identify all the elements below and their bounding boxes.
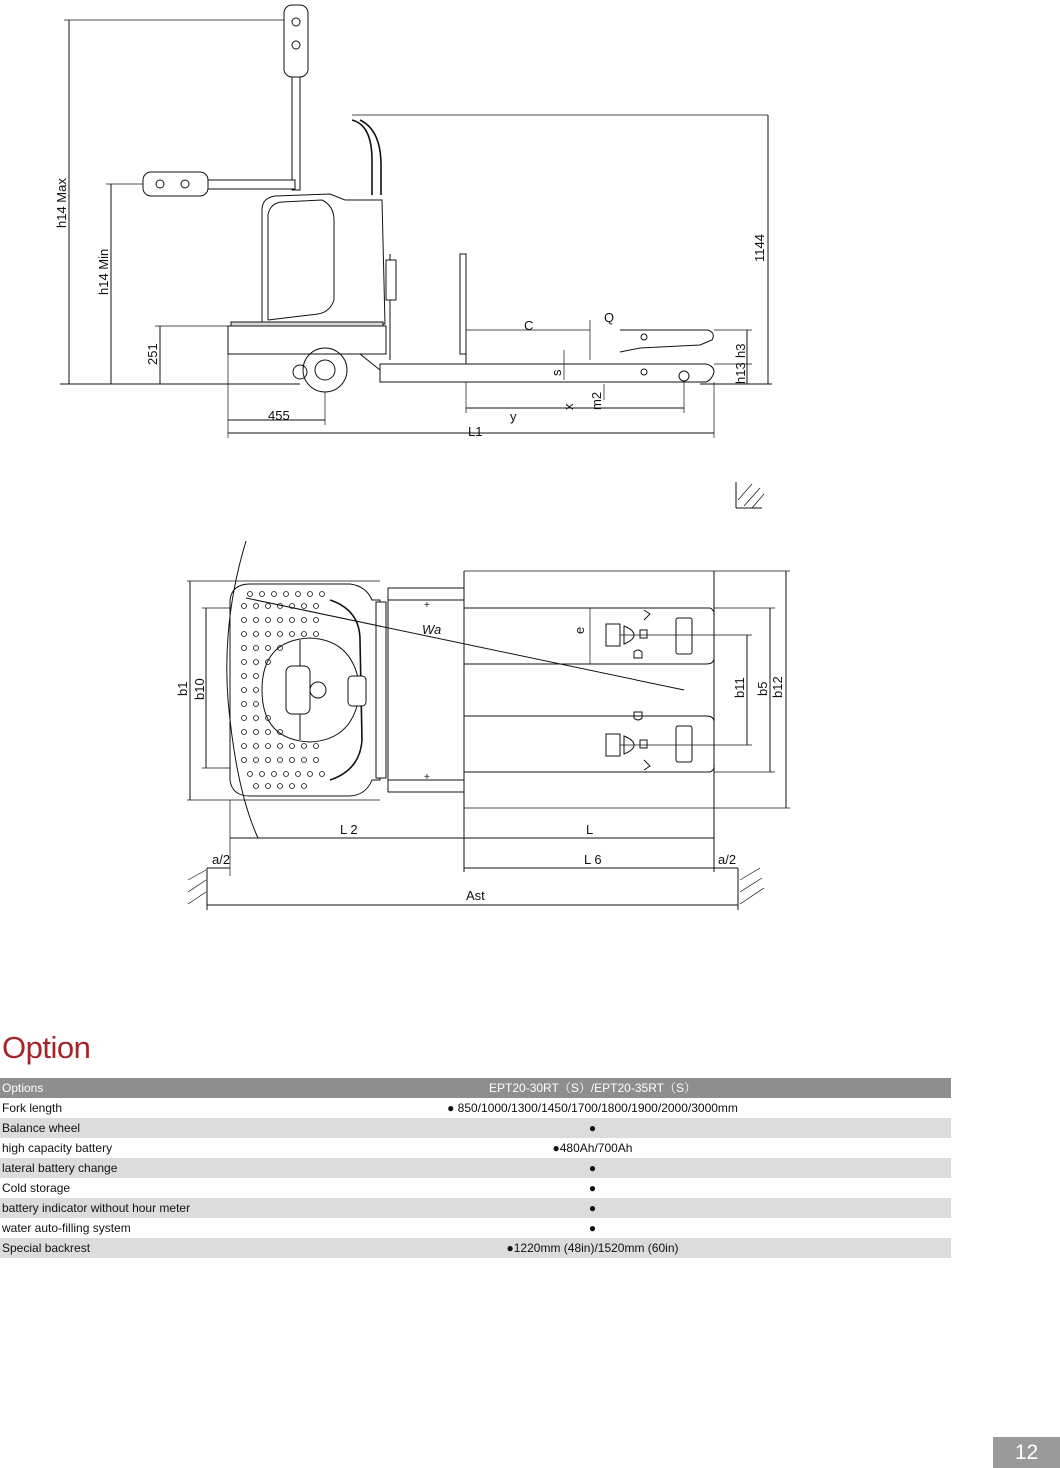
side-view [54,5,772,508]
label-h13: h13 [733,362,748,384]
label-a2-right: a/2 [718,852,737,867]
table-row [0,1098,951,1118]
label-455: 455 [268,408,290,423]
svg-text:+: + [424,600,430,611]
label-1144: 1144 [752,234,767,262]
table-header-row [0,1078,951,1098]
top-view [175,541,790,910]
label-Wa: Wa [422,622,442,637]
label-s: s [549,369,564,376]
option-name: high capacity battery [0,1138,232,1158]
option-name: lateral battery change [0,1158,232,1178]
table-row [0,1198,951,1218]
label-m2: m2 [589,391,604,410]
header-options: Options [0,1078,232,1098]
label-b1: b1 [175,681,190,696]
options-table [0,1078,951,1258]
wall-hatch-left [188,870,206,904]
page-number: 12 [993,1437,1060,1468]
label-y: y [510,409,517,424]
label-L: L [586,822,594,837]
label-Ast: Ast [466,888,485,903]
option-value: ● [232,1158,951,1178]
table-row [0,1178,951,1198]
option-title: Option [2,1030,91,1065]
option-name: Special backrest [0,1238,232,1258]
label-251: 251 [145,343,160,365]
table-row [0,1238,951,1258]
label-x: x [561,403,576,410]
label-b5: b5 [755,681,770,696]
table-row [0,1218,951,1238]
option-name: battery indicator without hour meter [0,1198,232,1218]
option-name: Balance wheel [0,1118,232,1138]
label-a2-left: a/2 [212,852,231,867]
table-row [0,1158,951,1178]
wall-hatch-right [740,868,764,904]
label-h3: h3 [733,343,748,358]
option-value: ● 850/1000/1300/1450/1700/1800/1900/2000/3000mm [232,1098,951,1118]
label-h14-max: h14 Max [54,178,69,228]
option-value: ●1220mm (48in)/1520mm (60in) [232,1238,951,1258]
option-value: ●480Ah/700Ah [232,1138,951,1158]
label-b11: b11 [732,677,747,698]
ground-hatch-symbol [736,482,764,508]
option-value: ● [232,1198,951,1218]
label-L2: L 2 [340,822,358,837]
svg-text:+: + [424,772,430,783]
option-value: ● [232,1218,951,1238]
label-b10: b10 [192,678,207,700]
table-row [0,1118,951,1138]
label-Q: Q [604,310,615,325]
label-C: C [524,318,534,333]
label-h14-min: h14 Min [96,248,111,295]
option-value: ● [232,1118,951,1138]
label-L6: L 6 [584,852,602,867]
option-value: ● [232,1178,951,1198]
label-L1: L1 [468,424,483,439]
table-row [0,1138,951,1158]
option-name: Cold storage [0,1178,232,1198]
label-e: e [572,626,587,634]
header-model: EPT20-30RT（S）/EPT20-35RT（S） [232,1078,951,1098]
option-name: Fork length [0,1098,232,1118]
label-b12: b12 [770,676,785,698]
option-name: water auto-filling system [0,1218,232,1238]
